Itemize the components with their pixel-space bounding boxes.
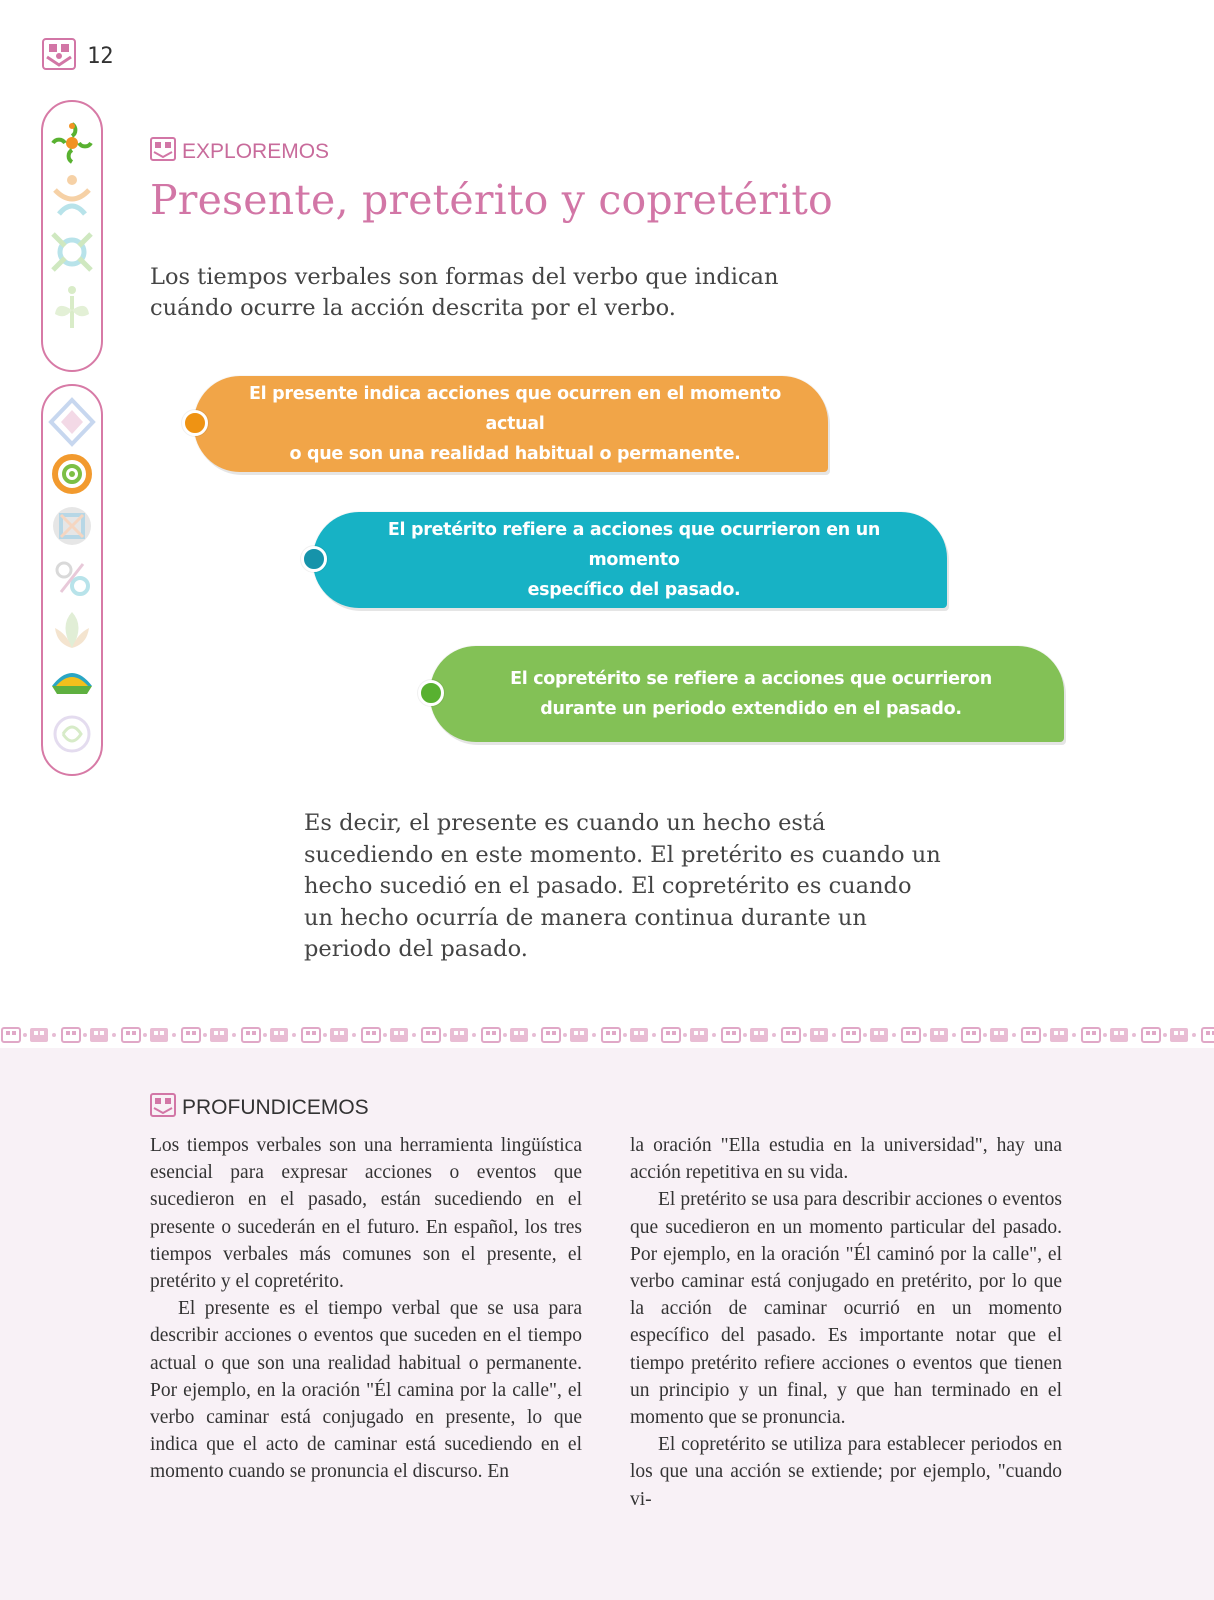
section-label-text: EXPLOREMOS — [182, 140, 330, 163]
page-header — [41, 36, 114, 76]
card-line-2: o que son una realidad habitual o permanente. — [289, 444, 741, 464]
section-label-explore — [150, 137, 329, 167]
card-bullet-dot — [418, 680, 444, 706]
body-column-left — [150, 1132, 582, 1486]
page-title: Presente, pretérito y copretérito — [150, 176, 833, 224]
aztec-glyph-icon — [41, 37, 77, 75]
lotus-icon — [47, 604, 97, 656]
sprout-icon — [47, 280, 97, 336]
card-line-1: El presente indica acciones que ocurren en el momento actual — [249, 384, 781, 434]
body-paragraph: la oración "Ella estudia en la universidad", hay una acción repetitiva en su vida. — [630, 1135, 1062, 1184]
body-column-right — [630, 1132, 1062, 1513]
card-text — [238, 379, 792, 469]
page-number: 12 — [87, 43, 114, 69]
aztec-glyph-icon — [150, 137, 176, 167]
body-paragraph: El pretérito se usa para describir acciones o eventos que sucedieron en un momento particular del pasado. Por ejemplo, en la oración "Él caminó por la calle", el verbo caminar está conjugado en pretérito, por lo que la acción de caminar ocurrió en un momento específico del pasado. Es importante notar que el tiempo pretérito refiere acciones o eventos que tienen un principio y un final, y que han terminado en el momento que se pronuncia. — [630, 1189, 1062, 1429]
people-circle-icon — [47, 224, 97, 280]
square-cross-icon — [47, 500, 97, 552]
card-text — [510, 664, 992, 724]
community-flower-icon — [47, 118, 97, 168]
card-line-2: durante un periodo extendido en el pasado. — [540, 699, 962, 719]
body-paragraph: El presente es el tiempo verbal que se usa para describir acciones o eventos que suceden en el tiempo actual o que son una realidad habitual o permanente. Por ejemplo, en la oración "Él camina por la calle", el verbo caminar está conjugado en presente, lo que indica que el acto de caminar está sucediendo en el momento cuando se pronuncia el discurso. En — [150, 1298, 582, 1483]
body-paragraph: Los tiempos verbales son una herramienta lingüística esencial para expresar acciones o eventos que sucedieron en el pasado, están sucediendo en el presente o sucederán en el futuro. En español, los tres tiempos verbales más comunes son el presente, el pretérito y el copretérito. — [150, 1135, 582, 1293]
swirl-circle-icon — [47, 708, 97, 760]
card-line-2: específico del pasado. — [527, 580, 741, 600]
card-line-1: El pretérito refiere a acciones que ocurrieron en un momento — [387, 520, 881, 570]
section-label-deepen — [150, 1093, 369, 1123]
fan-shell-icon — [47, 656, 97, 708]
decorative-border-band — [0, 1022, 1214, 1048]
preterite-tense-card — [313, 512, 947, 608]
card-text — [357, 515, 911, 605]
body-paragraph: El copretérito se utiliza para establecer periodos en los que una acción se extiende; por ejemplo, "cuando vi- — [630, 1434, 1062, 1510]
present-tense-card — [194, 376, 828, 472]
left-rail-bottom — [41, 384, 103, 776]
copreterite-tense-card — [430, 646, 1064, 742]
card-line-1: El copretérito se refiere a acciones que ocurrieron — [510, 669, 992, 689]
section-label-text: PROFUNDICEMOS — [182, 1096, 369, 1119]
intro-paragraph: Los tiempos verbales son formas del verbo que indican cuándo ocurre la acción descrita por el verbo. — [150, 264, 779, 321]
star-diamond-icon — [47, 396, 97, 448]
dancing-figures-icon — [47, 168, 97, 224]
summary-paragraph: Es decir, el presente es cuando un hecho está sucediendo en este momento. El pretérito es cuando un hecho sucedió en el pasado. El copretérito es cuando un hecho ocurría de manera continua durante un periodo del pasado. — [304, 810, 941, 962]
aztec-glyph-icon — [150, 1093, 176, 1123]
target-ring-icon — [47, 448, 97, 500]
card-bullet-dot — [301, 546, 327, 572]
percent-circles-icon — [47, 552, 97, 604]
left-rail-top — [41, 100, 103, 372]
card-bullet-dot — [182, 410, 208, 436]
